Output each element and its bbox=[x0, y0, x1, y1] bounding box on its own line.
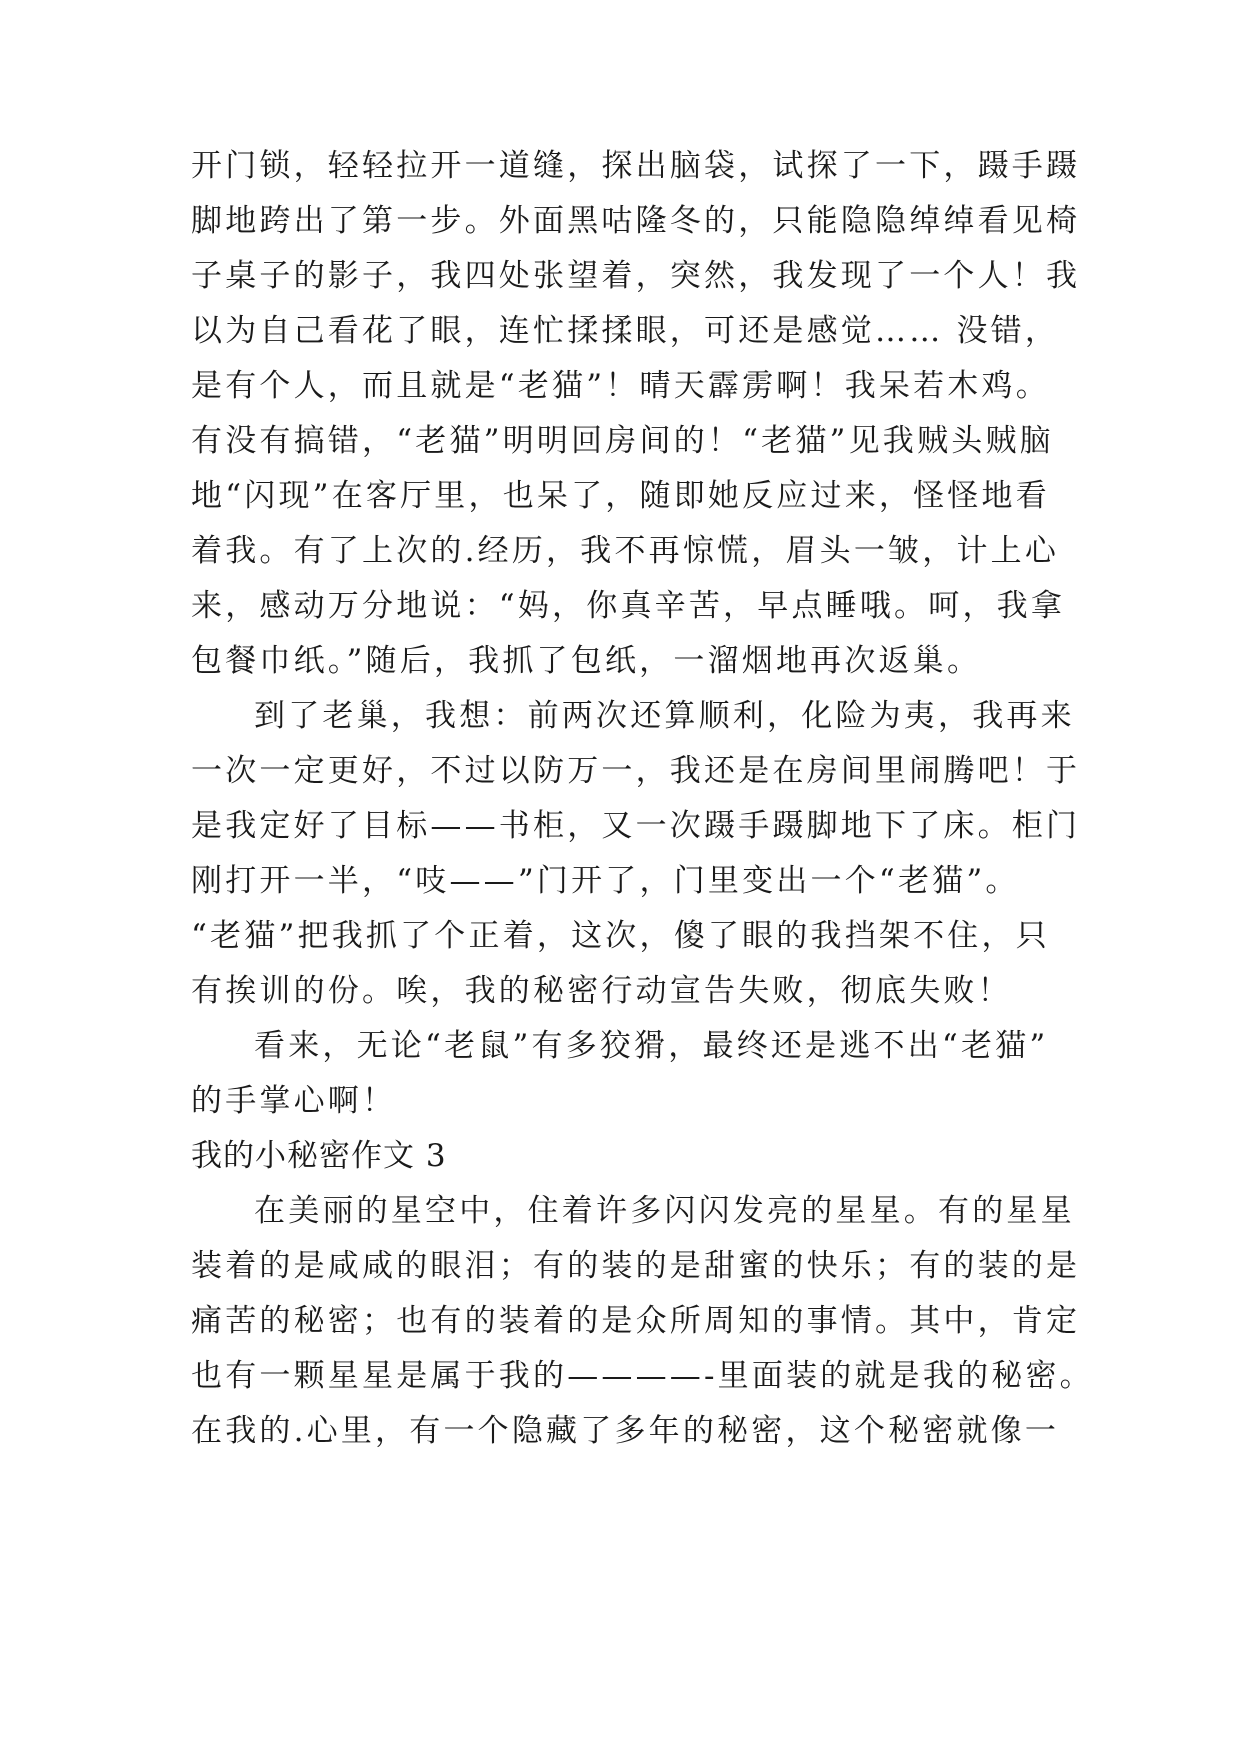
paragraph-start-line: 到了老巢，我想：前两次还算顺利，化险为夷，我再来 bbox=[254, 698, 1075, 734]
text-line: 地“闪现”在客厅里，也呆了，随即她反应过来，怪怪地看 bbox=[191, 478, 1050, 514]
text-line: 也有一颗星星是属于我的————-里面装的就是我的秘密。 bbox=[191, 1358, 1094, 1394]
text-line: 在我的.心里，有一个隐藏了多年的秘密，这个秘密就像一 bbox=[191, 1413, 1060, 1449]
text-line: 有挨训的份。唉，我的秘密行动宣告失败，彻底失败！ bbox=[191, 973, 1012, 1009]
text-line: 脚地跨出了第一步。外面黑咕隆冬的，只能隐隐绰绰看见椅 bbox=[191, 203, 1081, 239]
text-line: 是有个人，而且就是“老猫”！晴天霹雳啊！我呆若木鸡。 bbox=[191, 368, 1050, 404]
paragraph-start-line: 在美丽的星空中，住着许多闪闪发亮的星星。有的星星 bbox=[254, 1193, 1075, 1229]
text-line: 痛苦的秘密；也有的装着的是众所周知的事情。其中，肯定 bbox=[191, 1303, 1081, 1339]
text-line: 来，感动万分地说：“妈，你真辛苦，早点睡哦。呵，我拿 bbox=[191, 588, 1066, 624]
text-line: 的手掌心啊！ bbox=[191, 1083, 397, 1119]
text-line: 包餐巾纸。”随后，我抓了包纸，一溜烟地再次返巢。 bbox=[191, 643, 982, 679]
text-line: 刚打开一半，“吱——”门开了，门里变出一个“老猫”。 bbox=[191, 863, 1020, 899]
text-line: 有没有搞错，“老猫”明明回房间的！“老猫”见我贼头贼脑 bbox=[191, 423, 1054, 459]
paragraph-start-line: 看来，无论“老鼠”有多狡猾，最终还是逃不出“老猫” bbox=[254, 1028, 1049, 1064]
text-line: 子桌子的影子，我四处张望着，突然，我发现了一个人！我 bbox=[191, 258, 1081, 294]
text-line: 装着的是咸咸的眼泪；有的装的是甜蜜的快乐；有的装的是 bbox=[191, 1248, 1081, 1284]
essay-title: 我的小秘密作文 3 bbox=[191, 1138, 447, 1174]
text-line: “老猫”把我抓了个正着，这次，傻了眼的我挡架不住，只 bbox=[191, 918, 1050, 954]
text-line: 着我。有了上次的.经历，我不再惊慌，眉头一皱，计上心 bbox=[191, 533, 1060, 569]
text-line: 是我定好了目标——书柜，又一次蹑手蹑脚地下了床。柜门 bbox=[191, 808, 1081, 844]
text-line: 开门锁，轻轻拉开一道缝，探出脑袋，试探了一下，蹑手蹑 bbox=[191, 148, 1081, 184]
text-line: 以为自己看花了眼，连忙揉揉眼，可还是感觉…… 没错， bbox=[191, 313, 1060, 349]
text-line: 一次一定更好，不过以防万一，我还是在房间里闹腾吧！于 bbox=[191, 753, 1081, 789]
